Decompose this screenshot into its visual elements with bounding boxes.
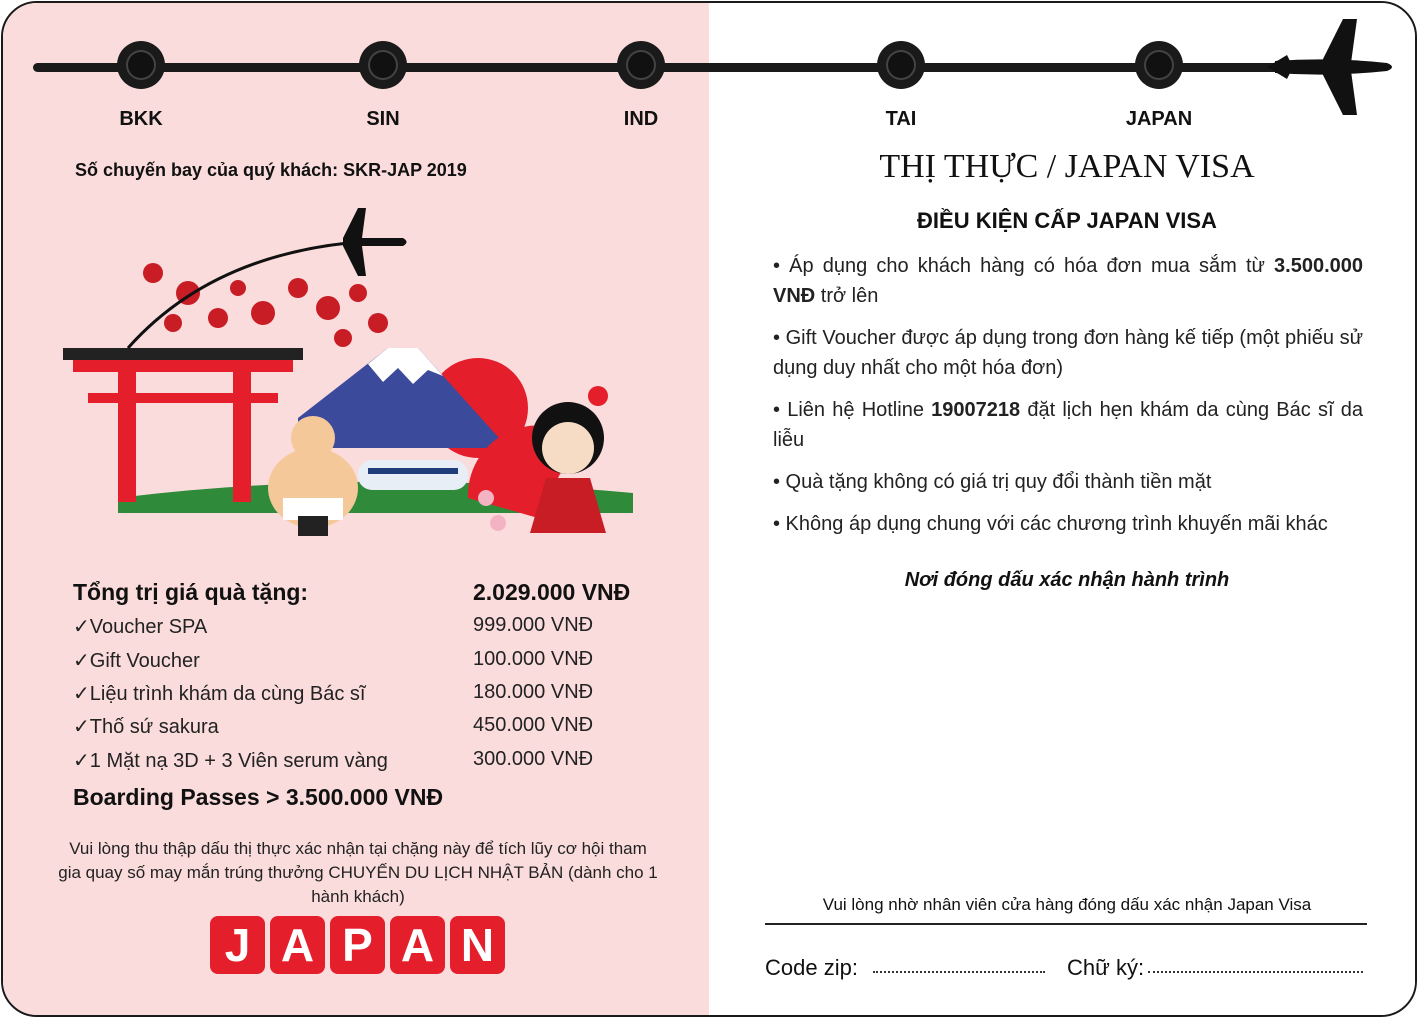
route-label: BKK (119, 108, 163, 130)
condition-text: • Liên hệ Hotline (773, 399, 932, 421)
gift-total-value: 2.029.000 VNĐ (473, 579, 631, 605)
japan-illustration (58, 198, 648, 553)
signature-label: Chữ ký: (1067, 955, 1145, 980)
condition-text: trở lên (815, 285, 879, 307)
condition-item (773, 251, 1363, 311)
condition-item (773, 509, 1363, 539)
boarding-pass-threshold: Boarding Passes > 3.500.000 VNĐ (73, 784, 444, 810)
signature-field[interactable] (1148, 971, 1363, 973)
condition-text: • Gift Voucher được áp dụng trong đơn hàng kế tiếp (một phiếu sử dụng duy nhất cho một hóa đơn) (773, 327, 1363, 379)
gift-item-name: ✓Thố sứ sakura (73, 716, 219, 738)
route-label: SIN (366, 108, 400, 130)
logo-letter: J (210, 916, 265, 974)
condition-bold: 19007218 (931, 399, 1021, 421)
visa-title: THỊ THỰC / JAPAN VISA (879, 148, 1255, 185)
condition-text: • Không áp dụng chung với các chương trình khuyến mãi khác (773, 513, 1328, 535)
route-label: TAI (885, 108, 917, 130)
condition-bold: 3.500.000 VNĐ (773, 255, 1363, 307)
gift-item-value: 180.000 VNĐ (473, 681, 594, 703)
japan-logo (210, 916, 505, 974)
gift-item-name: ✓Liệu trình khám da cùng Bác sĩ (73, 683, 366, 705)
route-stop-japan (1135, 41, 1183, 89)
route-stop-sin (359, 41, 407, 89)
stamp-area-label: Nơi đóng dấu xác nhận hành trình (904, 569, 1230, 591)
logo-letter: A (390, 916, 445, 974)
visa-card (1, 1, 1417, 1017)
gift-item-name: ✓Voucher SPA (73, 616, 208, 638)
logo-letter: N (450, 916, 505, 974)
code-zip-label: Code zip: (765, 955, 858, 980)
gift-item-name: ✓Gift Voucher (73, 650, 200, 672)
staff-stamp-note: Vui lòng nhờ nhân viên cửa hàng đóng dấu xác nhận Japan Visa (822, 895, 1312, 914)
code-zip-field[interactable] (873, 971, 1045, 973)
gift-item-value: 999.000 VNĐ (473, 614, 594, 636)
condition-text: • Quà tặng không có giá trị quy đổi thành tiền mặt (773, 471, 1212, 493)
gift-item-name: ✓1 Mặt nạ 3D + 3 Viên serum vàng (73, 750, 388, 772)
divider (765, 923, 1367, 925)
gift-item-value: 450.000 VNĐ (473, 714, 594, 736)
gift-item-value: 300.000 VNĐ (473, 748, 594, 770)
condition-item (773, 395, 1363, 455)
route-stop-tai (877, 41, 925, 89)
visa-subtitle: ĐIỀU KIỆN CẤP JAPAN VISA (917, 208, 1217, 233)
route-stop-ind (617, 41, 665, 89)
flight-number: Số chuyến bay của quý khách: SKR-JAP 2019 (75, 160, 467, 180)
condition-item (773, 467, 1363, 497)
gift-total-label: Tổng trị giá quà tặng: (73, 579, 309, 605)
airplane-icon (1265, 17, 1397, 117)
condition-text: đặt lịch hẹn khám da cùng Bác sĩ da liễu (773, 399, 1363, 451)
route-label: JAPAN (1125, 108, 1193, 130)
condition-text: • Áp dụng cho khách hàng có hóa đơn mua sắm từ (773, 255, 1275, 277)
condition-item (773, 323, 1363, 383)
logo-letter: A (270, 916, 325, 974)
lucky-draw-note: Vui lòng thu thập dấu thị thực xác nhận tại chặng này để tích lũy cơ hội tham gia quay số may mắn trúng thưởng CHUYẾN DU LỊCH NHẬT BẢN (dành cho 1 hành khách) (58, 839, 658, 906)
gift-item-value: 100.000 VNĐ (473, 648, 594, 670)
route-stop-bkk (117, 41, 165, 89)
route-label: IND (623, 108, 659, 130)
logo-letter: P (330, 916, 385, 974)
